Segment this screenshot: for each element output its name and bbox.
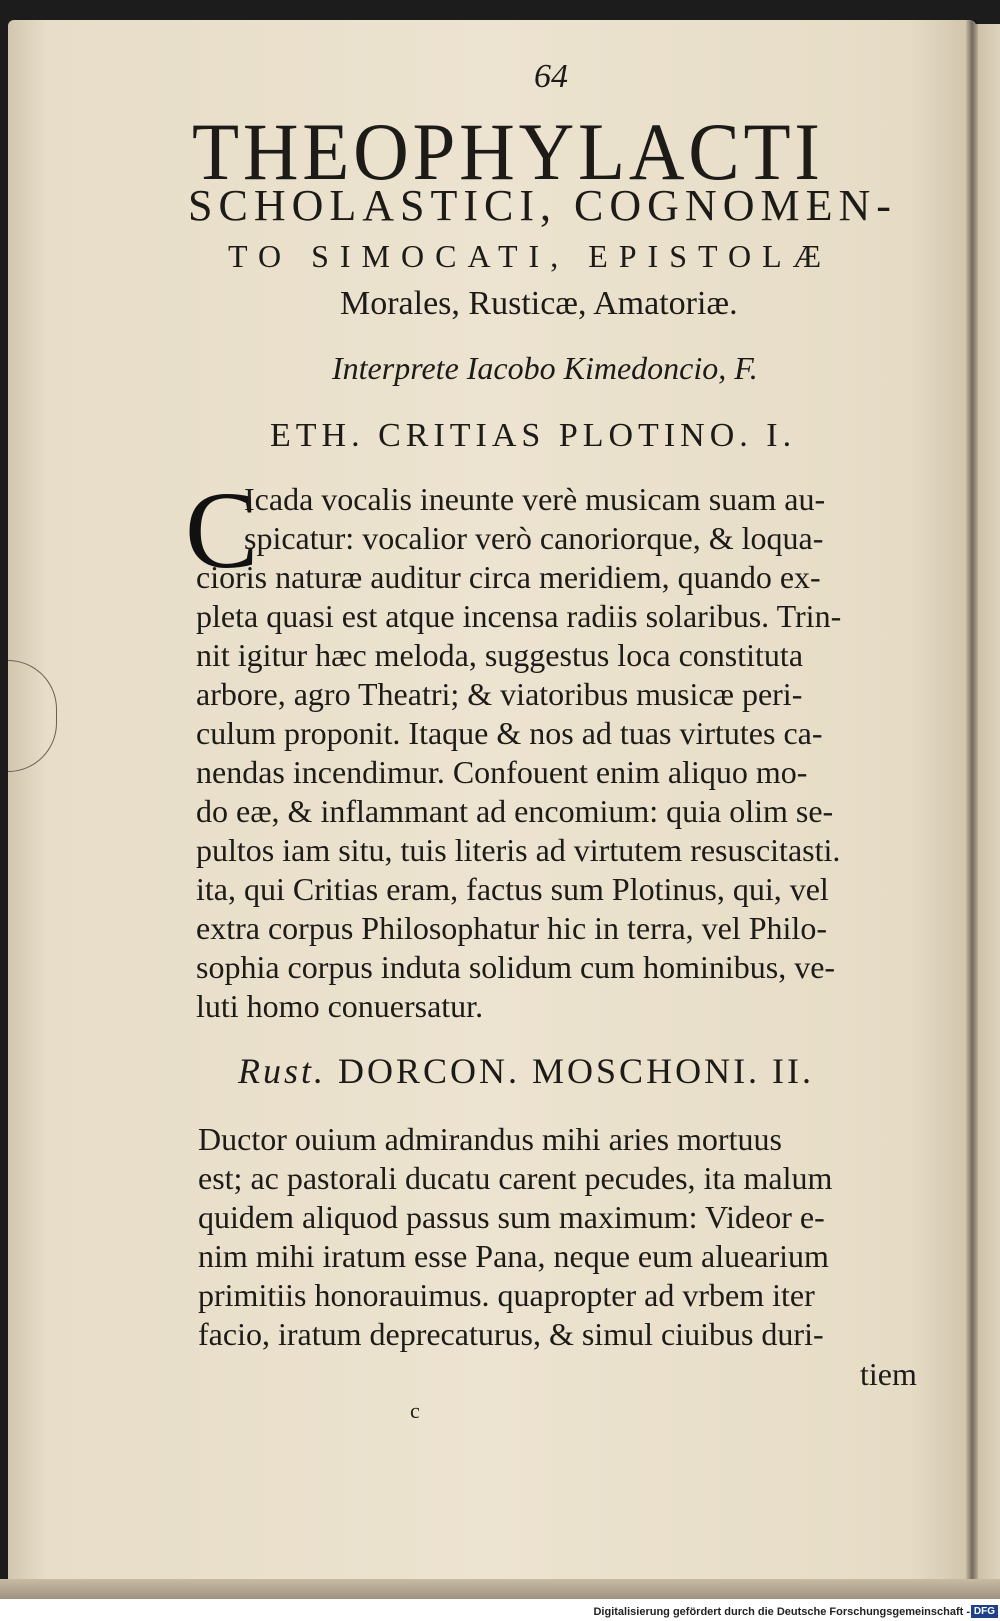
letter-2-line: est; ac pastorali ducatu carent pecudes, ita malum <box>198 1160 833 1196</box>
page-bottom-edge <box>0 1579 1000 1599</box>
dfg-logo: DFG <box>971 1605 998 1618</box>
letter-2-line: Ductor ouium admirandus mihi aries mortuus <box>198 1121 782 1157</box>
letter-2-line: primitiis honorauimus. quapropter ad vrbem iter <box>198 1277 815 1313</box>
letter-category: Rust. <box>238 1051 327 1091</box>
letter-2-line: facio, iratum deprecaturus, & simul ciuibus duri- <box>198 1316 824 1352</box>
letter-1-line: luti homo conuersatur. <box>196 988 484 1024</box>
page-number: 64 <box>534 58 568 95</box>
letter-heading-1: ETH. CRITIAS PLOTINO. I. <box>270 417 797 454</box>
letter-1-line: pleta quasi est atque incensa radiis solaribus. Trin- <box>196 598 842 634</box>
subtitle-line-1: SCHOLASTICI, COGNOMEN- <box>188 181 897 230</box>
spine-shadow <box>966 20 978 1590</box>
letter-1-line: sophia corpus induta solidum cum hominibus, ve- <box>196 949 836 985</box>
letter-1-line: extra corpus Philosophatur hic in terra, vel Philo- <box>196 910 827 946</box>
catchword: tiem <box>860 1356 917 1392</box>
letter-1-line: culum proponit. Itaque & nos ad tuas virtutes ca- <box>196 715 823 751</box>
book-title: THEOPHYLACTI <box>192 106 824 197</box>
letter-2-line: quidem aliquod passus sum maximum: Videor e- <box>198 1199 825 1235</box>
subtitle-line-3: Morales, Rusticæ, Amatoriæ. <box>340 285 738 322</box>
letter-1-line: cioris naturæ auditur circa meridiem, quando ex- <box>196 559 821 595</box>
letter-2-body <box>198 1120 918 1354</box>
letter-1-line: do eæ, & inflammant ad encomium: quia olim se- <box>196 793 834 829</box>
letter-2-line: nim mihi iratum esse Pana, neque eum aluearium <box>198 1238 829 1274</box>
letter-1-line: ita, qui Critias eram, factus sum Plotinus, qui, vel <box>196 871 829 907</box>
letter-1-line: arbore, agro Theatri; & viatoribus musicæ peri- <box>196 676 803 712</box>
subtitle-line-2: TO SIMOCATI, EPISTOLÆ <box>228 238 833 274</box>
footer-credit: Digitalisierung gefördert durch die Deutsche Forschungsgemeinschaft - <box>593 1606 970 1618</box>
interpreter-line: Interprete Iacobo Kimedoncio, F. <box>332 350 758 386</box>
signature-mark: c <box>410 1398 420 1423</box>
letter-1-line: nendas incendimur. Confouent enim aliquo mo- <box>196 754 808 790</box>
drop-cap: C <box>185 469 259 591</box>
letter-heading-2 <box>238 1050 814 1092</box>
letter-1-line: pultos iam situ, tuis literis ad virtutem resuscitasti. <box>196 832 841 868</box>
letter-1-body <box>196 480 916 1026</box>
letter-heading-2-text: DORCON. MOSCHONI. II. <box>338 1051 815 1091</box>
letter-1-line: spicatur: vocalior verò canoriorque, & loqua- <box>244 520 824 556</box>
letter-1-line: Icada vocalis ineunte verè musicam suam au- <box>244 481 826 517</box>
letter-1-line: nit igitur hæc meloda, suggestus loca constituta <box>196 637 804 673</box>
